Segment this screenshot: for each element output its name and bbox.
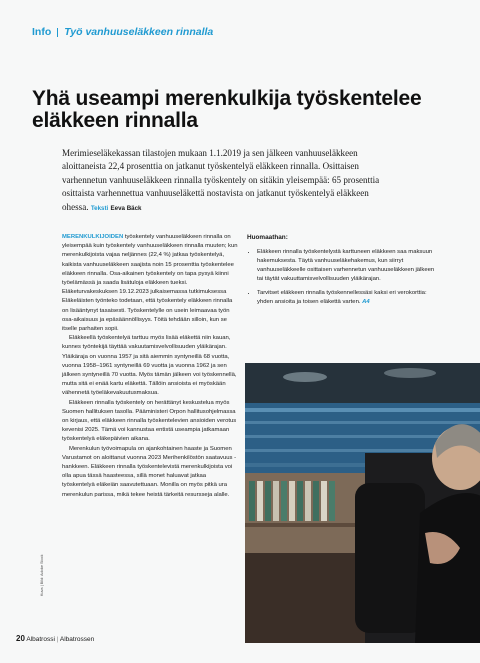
info-box-title: Huomaathan: xyxy=(247,234,288,241)
lead-in: MERENKULKIJOIDEN xyxy=(62,234,124,240)
lead-text: Merimieseläkekassan tilastojen mukaan 1.1.2019 ja sen jälkeen vanhuuseläkkeen aloittaneista 22,4 prosenttia on jatkanut työskentelyä eläkkeen rinnalla. Osittaisen varhennetun vanhuuseläkkeen rinnalla työskentely on sitäkin yleisempää: 65 prosenttia osittaista varhennettua vanhuuseläkettä nostavista on jatkanut työskentelyä eläkkeen ohessa. xyxy=(62,148,380,212)
info-box xyxy=(247,233,437,312)
paragraph-1 xyxy=(62,233,238,334)
footer-separator: | xyxy=(56,636,59,643)
info-item xyxy=(257,289,437,307)
info-item-text: Tarvitset eläkkeen rinnalla työskennellessäsi kaksi eri verokorttia: yhden ansioita ja toisen eläkettä varten. xyxy=(257,290,427,305)
article-title: Yhä useampi merenkulkija työskentelee eläkkeen rinnalla xyxy=(32,87,422,132)
page-footer xyxy=(16,634,94,643)
author-label: Teksti xyxy=(90,204,109,212)
article-lead xyxy=(62,147,392,215)
page-number: 20 xyxy=(16,634,25,643)
article-end-mark: A4 xyxy=(362,299,370,305)
office-photo-illustration xyxy=(245,363,480,643)
info-box-list xyxy=(247,248,437,307)
photo-credit: Kuva | Bild: Adobe Stock xyxy=(40,554,44,596)
section-label: Info xyxy=(32,26,52,38)
paragraph-4: Merenkulun työvoimapula on ajankohtainen haaste ja Suomen Varustamot on aloittanut vuonna 2023 Merihenkilöstön saatavuus -hankkeen. Eläkkeen rinnalla työskentelevistä merenkulkijoista voi olla apua tässä haasteessa, sillä monet haluavat jatkaa työskentelyä eläkeiän saavutettuaan. Monilla on myös pitkä ura merenkulun parissa, mikä tekee heistä tärkeitä resursseja alalle. xyxy=(62,445,237,498)
info-item: • Eläkkeen rinnalla työskentelystä karttuneen eläkkeen saa maksuun hakemuksesta. Täytä vanhuuseläkehakemus, kun siirryt vanhuuseläkkeelle osittaisen varhennetun vanhuuseläkkeen jälkeen tai täytät vakuuttamisvelvollisuuden yläikärajan. xyxy=(257,248,437,284)
paragraph-2: Eläkkeellä työskentelyä tarttuu myös lisää eläkettä niin kauan, kunnes työntekijä täyttää vakuutamisvelvollisuuden yläikärajan. Yläikäraja on vuonna 1957 ja sitä aiemmin syntyneillä 68 vuotta, vuonna 1958–1961 syntyneillä 69 vuotta ja vuonna 1962 ja sen jälkeen syntyneillä 70 vuotta. Myös tämän jälkeen voi työskennellä, mutta sitä ei enää kartu eläkettä. Tällöin ansioista ei myöskään vähennetä työeläkevakuutusmaksua. xyxy=(62,335,237,397)
article-photo xyxy=(245,363,480,643)
section-header xyxy=(32,26,213,38)
header-divider xyxy=(57,28,58,37)
publication-name-swedish: Albatrossen xyxy=(59,636,95,643)
section-topic: Työ vanhuuseläkkeen rinnalla xyxy=(64,26,214,38)
paragraph-1-text: työskentely vanhuuseläkkeen rinnalla on yleisempää kuin työskentely vanhuuseläkkeen rinnalla muuten; kun merenkulkijoista vajaa neljännes (22,4 %) jatkaa työskentelyä, kaikista vanhuuseläkkeen saajista noin 15 prosenttia työskentelee eläkkeen rinnalla. Osa-aikainen työskentely on tapa pysyä kiinni työelämässä ja saada lisätuloja eläkkeen tueksi. Eläketurvakeskuksen 19.12.2023 julkaisemassa tutkimuksessa Eläkeläisten työnteko todetaan, että työskentely eläkkeen rinnalla on lisääntynyt tasaisesti. Työskentelylle on usein leimaavaa työn osa-aikaisuus ja epäsäännöllisyys. Töitä tehdään silloin, kun se itselle parhaiten sopii. xyxy=(62,234,238,333)
article-body xyxy=(62,233,238,500)
author-name: Eeva Bäck xyxy=(110,204,142,212)
paragraph-3: Eläkkeen rinnalla työskentely on herättänyt keskustelua myös Suomen hallituksen tasolla. Pääministeri Orpon hallitusohjelmassa on kirjaus, että eläkkeen rinnalla työskentelevien ansioiden verotus kevenisi 2025. Tämä voi kannustaa entistä useampia jatkamaan työskentelyä eläkepäivien aikana. xyxy=(62,399,237,443)
publication-name: Albatrossi xyxy=(26,636,55,643)
